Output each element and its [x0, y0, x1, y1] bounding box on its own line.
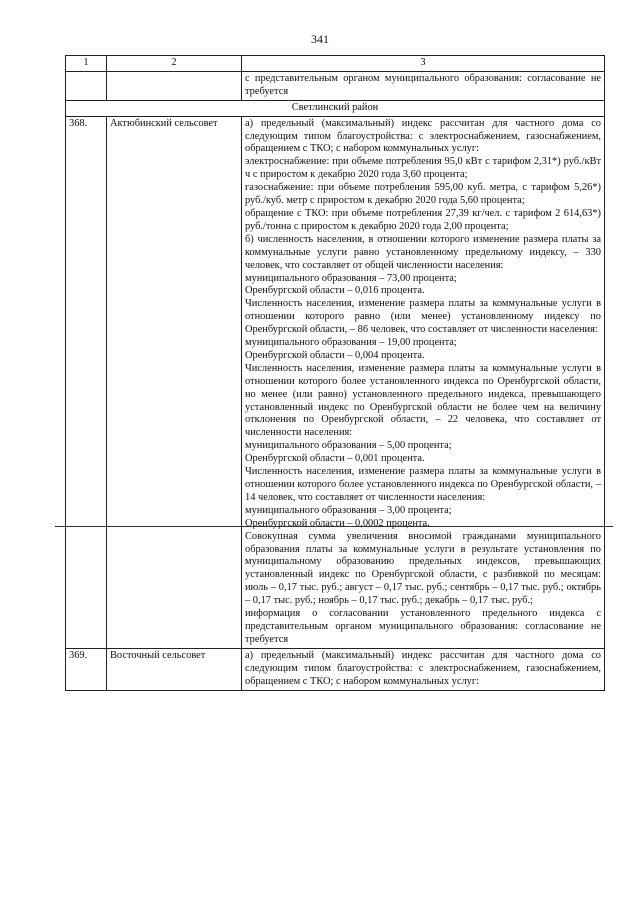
paragraph: Оренбургской области – 0,001 процента. [245, 453, 425, 465]
paragraph: информация о согласовании установленного предельного индекса с представительным органом муниципального образования: согласование не требуется [245, 608, 601, 645]
paragraph: муниципального образования – 73,00 процента; [245, 272, 457, 284]
paragraph: б) численность населения, в отношении которого изменение размера платы за коммунальные услуги равно установленному предельному индексу, – 330 человек, что составляет от общей численности населения: [245, 233, 601, 271]
continuation-text: с представительным органом муниципального образования: согласование не требуется [242, 71, 605, 100]
paragraph: Численность населения, изменение размера платы за коммунальные услуги в отношении которого равно (или менее) установленному индексу по Оренбургской области, – 86 человек, что составляет от численности населения: [245, 298, 601, 336]
paragraph: муниципального образования – 5,00 процента; [245, 440, 452, 452]
row-number: 369. [66, 648, 107, 690]
paragraph: Совокупная сумма увеличения вносимой гражданами муниципального образования платы за коммунальные услуги в результате установления по муниципальному образованию предельных индексов, превышающих установленный индекс по Оренбургской области, с разбивкой по месяцам: июль – 0,17 тыс. руб.; август – 0,17 тыс. руб.; сентябрь – 0,17 тыс. руб.; октябрь – 0,17 тыс. руб.; ноябрь – 0,17 тыс. руб.; декабрь – 0,17 тыс. руб.; [245, 530, 601, 607]
paragraph: Численность населения, изменение размера платы за коммунальные услуги в отношении которого более установленного индекса по Оренбургской области, но менее (или равно) установленного предельного индекса, превышающего установленный индекс по Оренбургской области не более чем на величину отклонения по Оренбургской области, – 22 человека, что составляет от численности населения: [245, 362, 601, 439]
header-col-3: 3 [242, 56, 605, 72]
header-col-2: 2 [107, 56, 242, 72]
row-number: 368. [66, 116, 107, 648]
row-description [242, 116, 605, 648]
paragraph: а) предельный (максимальный) индекс рассчитан для частного дома со следующим типом благоустройства: с электроснабжением, газоснабжением, обращением с ТКО; с набором коммунальных услуг: [245, 117, 601, 155]
paragraph: муниципального образования – 3,00 процента; [245, 504, 452, 516]
paragraph: а) предельный (максимальный) индекс рассчитан для частного дома со следующим типом благоустройства: с электроснабжением, газоснабжением, обращением с ТКО; с набором коммунальных услуг: [245, 649, 601, 687]
district-row [66, 100, 605, 116]
district-title: Светлинский район [66, 100, 605, 116]
table-row [66, 116, 605, 648]
paragraph: Численность населения, изменение размера платы за коммунальные услуги в отношении которого более установленного индекса по Оренбургской области, – 14 человек, что составляет от численности населения: [245, 466, 601, 503]
paragraph: Оренбургской области – 0,004 процента. [245, 349, 425, 361]
header-col-1: 1 [66, 56, 107, 72]
document-table [65, 55, 605, 691]
table-header-row [66, 56, 605, 72]
paragraph: газоснабжение: при объеме потребления 595,00 куб. метра, с тарифом 5,26*) руб./куб. метр с приростом к декабрю 2020 года 5,60 процента; [245, 182, 601, 207]
table-row [66, 648, 605, 690]
paragraph: электроснабжение: при объеме потребления 95,0 кВт с тарифом 2,31*) руб./кВт ч с приростом к декабрю 2020 года 3,60 процента; [245, 156, 601, 181]
settlement-name: Актюбинский сельсовет [107, 116, 242, 648]
paragraph: Оренбургской области – 0,0002 процента. [245, 518, 601, 531]
paragraph: обращение с ТКО: при объеме потребления 27,39 кг/чел. с тарифом 2 614,63*) руб./тонна с приростом к декабрю 2020 года 2,00 процента; [245, 207, 601, 232]
row-description [242, 648, 605, 690]
settlement-name: Восточный сельсовет [107, 648, 242, 690]
paragraph: муниципального образования – 19,00 процента; [245, 337, 457, 349]
page-number: 341 [311, 32, 329, 46]
paragraph: Оренбургской области – 0,016 процента. [245, 285, 425, 297]
continuation-row [66, 71, 605, 100]
